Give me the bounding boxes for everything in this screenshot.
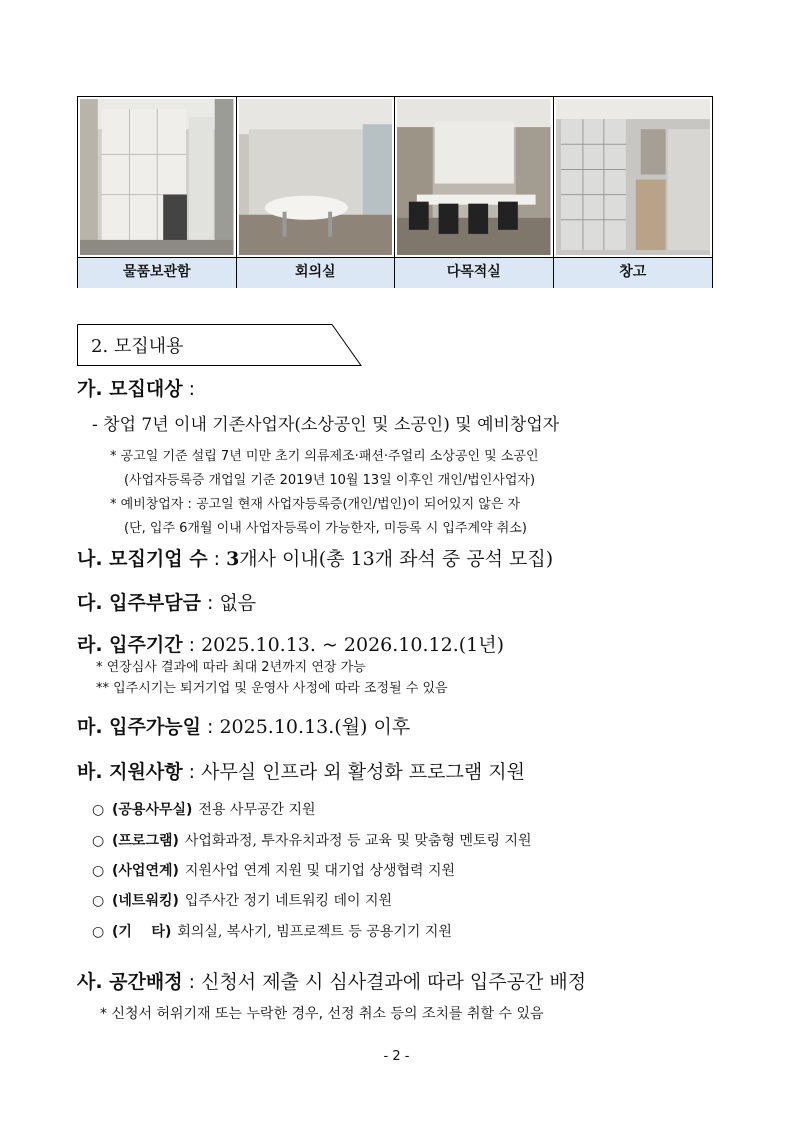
heading-target: [77, 374, 195, 401]
target-note-1: * 공고일 기준 설립 7년 미만 초기 의류제조·패션·주얼리 소상공인 및 소공인: [110, 449, 539, 464]
heading-company-count: [77, 544, 553, 571]
target-line-1: - 창업 7년 이내 기존사업자(소상공인 및 소공인) 및 예비창업자: [92, 415, 560, 435]
support-item-tag: (공용사무실): [112, 802, 193, 818]
fee-value: 없음: [219, 592, 257, 614]
support-item-tag: (네트워킹): [112, 893, 179, 909]
photo-storage-room: [554, 97, 713, 257]
space-assignment-note: * 신청서 허위기재 또는 누락한 경우, 선정 취소 등의 조치를 취할 수 있음: [100, 1006, 544, 1022]
photo-meeting-room: [237, 97, 396, 257]
support-item: [92, 921, 452, 941]
support-item-text: 지원사업 연계 지원 및 대기업 상생협력 지원: [184, 863, 456, 879]
support-item: [92, 830, 532, 850]
heading-move-in-date-label: 마. 입주가능일: [77, 716, 201, 738]
page-number: - 2 -: [383, 1049, 410, 1064]
heading-fee: [77, 588, 256, 615]
move-in-date-value: 2025.10.13.(월) 이후: [219, 716, 411, 738]
label-multipurpose-room: 다목적실: [395, 258, 554, 288]
support-value: 사무실 인프라 외 활성화 프로그램 지원: [201, 761, 525, 783]
company-count-number: 3: [226, 548, 240, 570]
photo-label-row: [78, 257, 712, 288]
support-item-tag: (사업연계): [112, 863, 179, 879]
heading-period: [77, 630, 504, 657]
heading-fee-colon: :: [200, 592, 220, 614]
heading-support: [77, 757, 525, 784]
heading-space-assignment: [77, 967, 586, 994]
period-note-1: * 연장심사 결과에 따라 최대 2년까지 연장 가능: [96, 660, 366, 675]
support-item: [92, 890, 392, 910]
support-item-text: 입주사간 정기 네트워킹 데이 지원: [184, 893, 393, 909]
period-note-2: ** 입주시기는 퇴거기업 및 운영사 사정에 따라 조정될 수 있음: [96, 681, 448, 696]
period-value: 2025.10.13. ~ 2026.10.12.(1년): [201, 634, 505, 656]
target-note-2: (사업자등록증 개업일 기준 2019년 10월 13일 이후인 개인/법인사업자): [124, 473, 536, 488]
label-storage-room: 창고: [619, 264, 647, 280]
photo-multipurpose-room: [395, 97, 554, 257]
target-note-3: * 예비창업자 : 공고일 현재 사업자등록증(개인/법인)이 되어있지 않은 자: [110, 497, 521, 512]
label-storage-lockers: 물품보관함: [78, 258, 237, 288]
section-title: 2. 모집내용: [91, 336, 184, 357]
label-meeting-room: 회의실: [237, 258, 396, 288]
support-item-text: 전용 사무공간 지원: [198, 802, 316, 818]
storage-room-image: [556, 99, 711, 255]
heading-target-label: 가. 모집대상: [77, 378, 183, 400]
lockers-image: [80, 99, 234, 255]
heading-company-count-colon: :: [207, 548, 227, 570]
target-note-4: (단, 입주 6개월 이내 사업자등록이 가능한자, 미등록 시 입주계약 취소): [124, 521, 527, 536]
heading-support-colon: :: [182, 761, 202, 783]
heading-space-assignment-colon: :: [182, 971, 202, 993]
heading-period-colon: :: [182, 634, 202, 656]
heading-period-label: 라. 입주기간: [77, 634, 183, 656]
support-item: [92, 860, 455, 880]
meeting-room-image: [239, 99, 393, 255]
facility-photo-table: [77, 96, 713, 288]
heading-company-count-label: 나. 모집기업 수: [77, 548, 208, 570]
bullet-circle: ○: [92, 802, 105, 818]
heading-move-in-date-colon: :: [200, 716, 220, 738]
company-count-value: 개사 이내(총 13개 좌석 중 공석 모집): [239, 548, 554, 570]
bullet-circle: ○: [92, 833, 105, 849]
heading-fee-label: 다. 입주부담금: [77, 592, 201, 614]
support-item-tag: (기 타): [112, 924, 172, 940]
multipurpose-room-image: [397, 99, 551, 255]
support-item: [92, 799, 316, 819]
photo-row: [78, 97, 712, 257]
support-item-tag: (프로그램): [112, 833, 179, 849]
section-title-box: [77, 324, 362, 366]
bullet-circle: ○: [92, 863, 105, 879]
support-item-text: 사업화과정, 투자유치과정 등 교육 및 맞춤형 멘토링 지원: [184, 833, 532, 849]
bullet-circle: ○: [92, 893, 105, 909]
space-assignment-value: 신청서 제출 시 심사결과에 따라 입주공간 배정: [201, 971, 587, 993]
photo-storage-lockers: [78, 97, 237, 257]
heading-move-in-date: [77, 712, 410, 739]
bullet-circle: ○: [92, 924, 105, 940]
heading-space-assignment-label: 사. 공간배정: [77, 971, 183, 993]
heading-target-colon: :: [182, 378, 196, 400]
heading-support-label: 바. 지원사항: [77, 761, 183, 783]
support-item-text: 회의실, 복사기, 빔프로젝트 등 공용기기 지원: [177, 924, 452, 940]
